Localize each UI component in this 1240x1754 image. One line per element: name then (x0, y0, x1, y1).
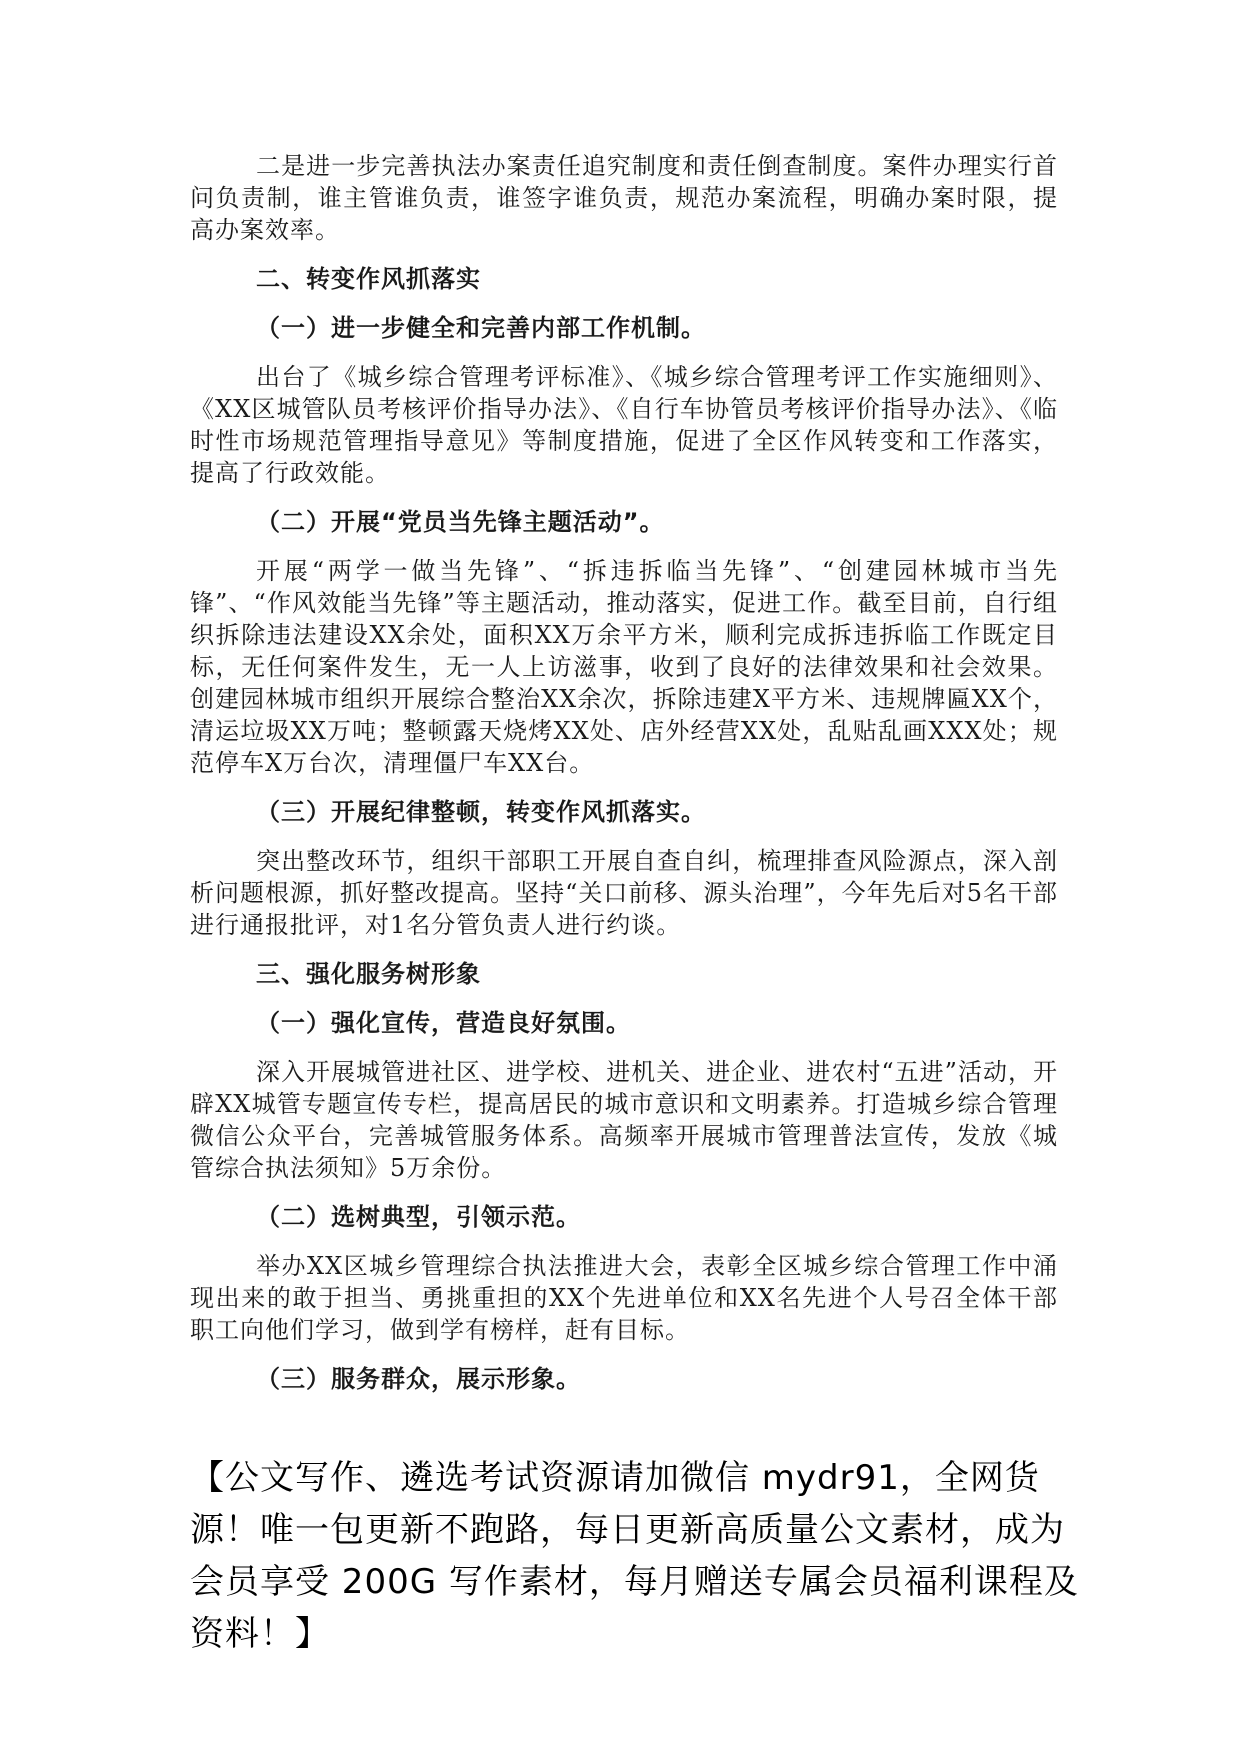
subheading-2-2: （二）开展“党员当先锋主题活动”。 (256, 508, 665, 536)
paragraph-accountability: 二是进一步完善执法办案责任追究制度和责任倒查制度。案件办理实行首问负责制，谁主管谁负责，谁签字谁负责，规范办案流程，明确办案时限，提高办案效率。 (190, 152, 1058, 244)
subheading-3-1: （一）强化宣传，营造良好氛围。 (256, 1009, 631, 1037)
paragraph-3-1: 深入开展城管进社区、进学校、进机关、进企业、进农村“五进”活动，开辟XX城管专题宣传专栏，提高居民的城市意识和文明素养。打造城乡综合管理微信公众平台，完善城管服务体系。高频率开展城市管理普法宣传，发放《城管综合执法须知》5万余份。 (190, 1058, 1058, 1182)
subheading-2-1: （一）进一步健全和完善内部工作机制。 (256, 314, 706, 342)
subheading-3-2: （二）选树典型，引领示范。 (256, 1203, 581, 1231)
paragraph-2-3: 突出整改环节，组织干部职工开展自查自纠，梳理排查风险源点，深入剖析问题根源，抓好整改提高。坚持“关口前移、源头治理”，今年先后对5名干部进行通报批评，对1名分管负责人进行约谈。 (190, 847, 1058, 939)
subheading-2-3: （三）开展纪律整顿，转变作风抓落实。 (256, 798, 706, 826)
document-body (190, 150, 1058, 1395)
paragraph-3-2: 举办XX区城乡管理综合执法推进大会，表彰全区城乡综合管理工作中涌现出来的敢于担当、勇挑重担的XX个先进单位和XX名先进个人号召全体干部职工向他们学习，做到学有榜样，赶有目标。 (190, 1252, 1058, 1344)
advert-banner: 【公文写作、遴选考试资源请加微信 mydr91，全网货源！唯一包更新不跑路，每日更新高质量公文素材，成为会员享受 200G 写作素材，每月赠送专属会员福利课程及资料！】 (190, 1458, 1079, 1654)
section-heading-3: 三、强化服务树形象 (256, 960, 481, 988)
subheading-3-3: （三）服务群众，展示形象。 (256, 1365, 581, 1393)
paragraph-2-1: 出台了《城乡综合管理考评标准》、《城乡综合管理考评工作实施细则》、《XX区城管队员考核评价指导办法》、《自行车协管员考核评价指导办法》、《临时性市场规范管理指导意见》等制度措施，促进了全区作风转变和工作落实，提高了行政效能。 (190, 363, 1058, 487)
section-heading-2: 二、转变作风抓落实 (256, 265, 481, 293)
paragraph-2-2: 开展“两学一做当先锋”、“拆违拆临当先锋”、“创建园林城市当先锋”、“作风效能当先锋”等主题活动，推动落实，促进工作。截至目前，自行组织拆除违法建设XX余处，面积XX万余平方米，顺利完成拆违拆临工作既定目标，无任何案件发生，无一人上访滋事，收到了良好的法律效果和社会效果。创建园林城市组织开展综合整治XX余次，拆除违建X平方米、违规牌匾XX个，清运垃圾XX万吨；整顿露天烧烤XX处、店外经营XX处，乱贴乱画XXX处；规范停车X万台次，清理僵尸车XX台。 (190, 557, 1058, 777)
